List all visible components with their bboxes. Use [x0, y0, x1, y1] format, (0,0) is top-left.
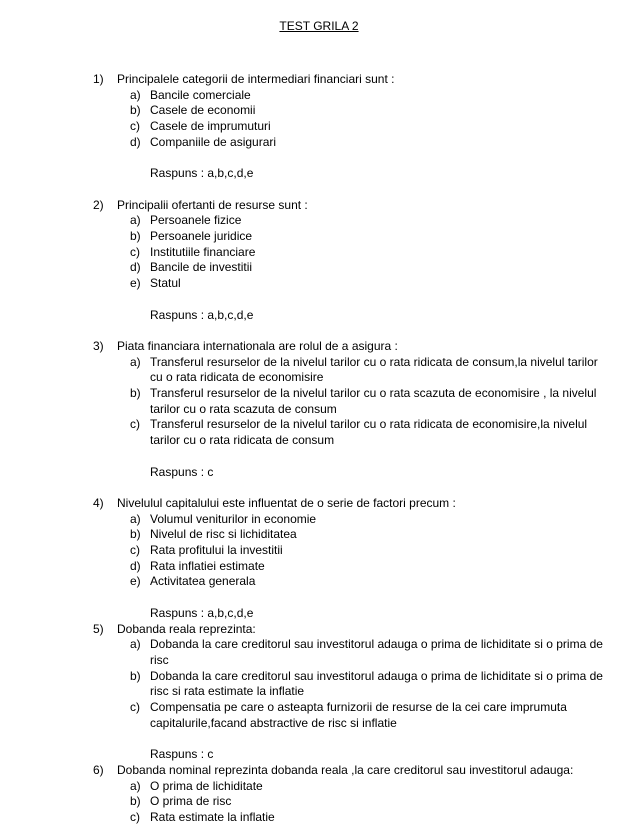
option-text: Rata inflatiei estimate	[150, 558, 265, 573]
spacer	[93, 182, 613, 198]
option-letter: b)	[130, 794, 141, 809]
option-text: Dobanda la care creditorul sau investitorul adauga o prima de lichiditate si o prima de risc si rata estimate la inflatie	[150, 668, 603, 699]
option-item	[93, 637, 613, 668]
option-letter: c)	[130, 119, 140, 134]
option-text: Transferul resurselor de la nivelul tarilor cu o rata scazuta de economisire , la nivelul tarilor cu o rata scazuta de consum	[150, 386, 597, 416]
option-item	[93, 810, 613, 826]
option-list	[93, 637, 613, 731]
option-text: Companiile de asigurari	[150, 134, 277, 149]
option-item	[93, 417, 613, 448]
question-number: 4)	[93, 495, 104, 510]
option-letter: b)	[130, 668, 141, 683]
question-5	[93, 622, 613, 763]
option-item	[93, 355, 613, 386]
question-list	[93, 72, 613, 826]
option-list	[93, 88, 613, 151]
answer-text: Raspuns : a,b,c,d,e	[150, 307, 254, 322]
option-letter: c)	[130, 700, 140, 715]
option-letter: e)	[130, 574, 141, 589]
option-item	[93, 103, 613, 119]
option-text: O prima de lichiditate	[150, 778, 263, 793]
option-item	[93, 574, 613, 590]
option-letter: a)	[130, 511, 141, 526]
option-letter: a)	[130, 354, 141, 369]
question-1	[93, 72, 613, 182]
option-letter: c)	[130, 543, 140, 557]
option-item	[93, 260, 613, 276]
option-text: Transferul resurselor de la nivelul tarilor cu o rata ridicata de economisire,la nivelul tarilor cu o rata ridicata de consum	[150, 417, 588, 448]
question-text: Principalele categorii de intermediari financiari sunt :	[117, 72, 395, 86]
spacer	[93, 480, 613, 496]
option-text: Volumul veniturilor in economie	[150, 511, 317, 526]
answer-text: Raspuns : c	[150, 464, 214, 479]
option-text: Persoanele fizice	[150, 213, 242, 228]
option-letter: d)	[130, 260, 141, 275]
answer-text: Raspuns : a,b,c,d,e	[150, 605, 254, 620]
answer-text: Raspuns : a,b,c,d,e	[150, 166, 254, 181]
option-item	[93, 527, 613, 543]
option-item	[93, 543, 613, 559]
option-item	[93, 119, 613, 135]
option-list	[93, 779, 613, 826]
option-letter: a)	[130, 87, 141, 102]
option-item	[93, 700, 613, 731]
option-text: Rata estimate la inflatie	[150, 809, 275, 824]
option-text: Dobanda la care creditorul sau investitorul adauga o prima de lichiditate si o prima de risc	[150, 637, 603, 667]
question-number: 2)	[93, 197, 104, 212]
option-text: Institutiile financiare	[150, 244, 256, 259]
option-item	[93, 245, 613, 261]
option-letter: a)	[130, 778, 141, 793]
question-2	[93, 198, 613, 324]
option-letter: b)	[130, 103, 141, 118]
option-letter: d)	[130, 558, 141, 573]
question-4	[93, 496, 613, 622]
option-text: Activitatea generala	[150, 574, 256, 589]
option-item	[93, 386, 613, 417]
option-text: Transferul resurselor de la nivelul tarilor cu o rata ridicata de consum,la nivelul tarilor cu o rata ridicata de economisire	[150, 354, 598, 385]
option-letter: b)	[130, 229, 141, 243]
option-letter: c)	[130, 417, 140, 432]
question-number: 5)	[93, 621, 104, 636]
spacer	[93, 323, 613, 339]
option-list	[93, 355, 613, 449]
option-item	[93, 669, 613, 700]
question-text: Principalii ofertanti de resurse sunt :	[117, 197, 308, 212]
question-3	[93, 339, 613, 480]
option-letter: b)	[130, 527, 141, 542]
question-number: 1)	[93, 72, 104, 86]
option-text: Casele de imprumuturi	[150, 119, 271, 134]
option-list	[93, 512, 613, 591]
option-letter: d)	[130, 134, 141, 149]
option-item	[93, 213, 613, 229]
option-text: Bancile comerciale	[150, 87, 251, 102]
option-item	[93, 512, 613, 528]
option-letter: b)	[130, 386, 141, 400]
option-item	[93, 276, 613, 292]
question-text: Nivelulul capitalului este influentat de o serie de factori precum :	[117, 495, 456, 510]
option-item	[93, 794, 613, 810]
option-letter: e)	[130, 276, 141, 291]
option-letter: c)	[130, 809, 140, 824]
question-6	[93, 763, 613, 826]
option-text: Compensatia pe care o asteapta furnizorii de resurse de la cei care imprumuta capitalurile,facand abstractive de risc si inflatie	[150, 700, 567, 730]
option-item	[93, 229, 613, 245]
question-number: 3)	[93, 338, 104, 353]
option-item	[93, 779, 613, 795]
option-text: Statul	[150, 276, 181, 291]
option-letter: c)	[130, 244, 140, 259]
option-text: O prima de risc	[150, 794, 232, 809]
question-text: Dobanda reala reprezinta:	[117, 621, 256, 636]
question-text: Dobanda nominal reprezinta dobanda reala ,la care creditorul sau investitorul adauga:	[117, 762, 574, 777]
answer-text: Raspuns : c	[150, 747, 214, 762]
question-number: 6)	[93, 762, 104, 777]
option-text: Rata profitului la investitii	[150, 543, 283, 557]
option-item	[93, 88, 613, 104]
document-title: TEST GRILA 2	[279, 19, 359, 33]
option-letter: a)	[130, 213, 141, 228]
option-text: Casele de economii	[150, 103, 256, 118]
option-list	[93, 213, 613, 292]
option-item	[93, 135, 613, 151]
option-text: Nivelul de risc si lichiditatea	[150, 527, 297, 542]
option-item	[93, 559, 613, 575]
option-text: Bancile de investitii	[150, 260, 253, 275]
option-letter: a)	[130, 637, 141, 652]
question-text: Piata financiara internationala are rolul de a asigura :	[117, 338, 398, 353]
option-text: Persoanele juridice	[150, 229, 253, 243]
